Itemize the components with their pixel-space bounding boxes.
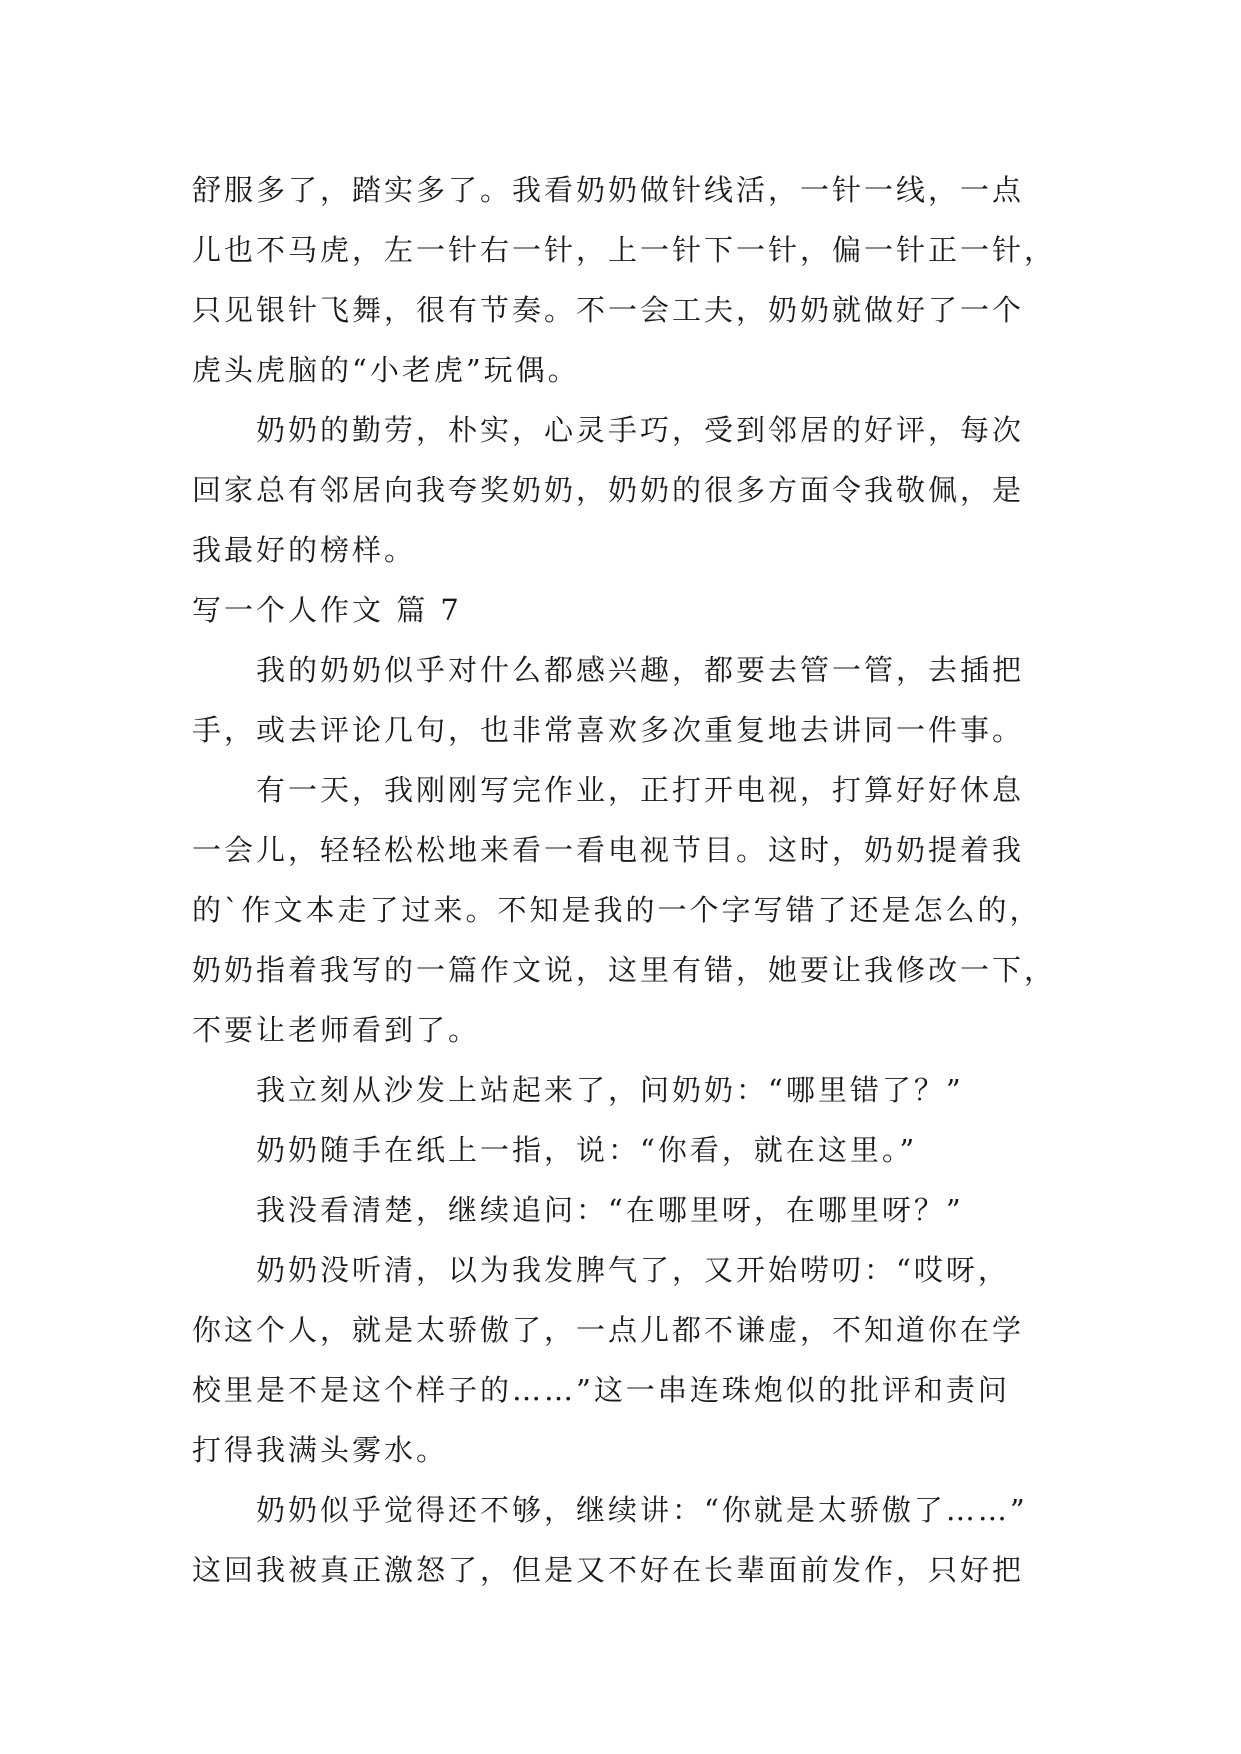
text-line: 你这个人，就是太骄傲了，一点儿都不谦虚，不知道你在学 [192, 1313, 1025, 1347]
text-line: 儿也不马虎，左一针右一针，上一针下一针，偏一针正一针， [192, 233, 1057, 267]
text-line: 手，或去评论几句，也非常喜欢多次重复地去讲同一件事。 [192, 713, 1025, 747]
text-line: 我最好的榜样。 [192, 533, 417, 567]
text-line: 虎头虎脑的“小老虎”玩偶。 [192, 353, 580, 387]
paragraph-first-line: 我没看清楚，继续追问：“在哪里呀，在哪里呀？” [256, 1193, 964, 1227]
paragraph-first-line: 有一天，我刚刚写完作业，正打开电视，打算好好休息 [256, 773, 1025, 807]
paragraph-first-line: 奶奶的勤劳，朴实，心灵手巧，受到邻居的好评，每次 [256, 413, 1025, 447]
document-body [192, 160, 1057, 1600]
paragraph-first-line: 奶奶没听清，以为我发脾气了，又开始唠叨：“哎呀， [256, 1253, 1010, 1287]
paragraph-first-line: 我的奶奶似乎对什么都感兴趣，都要去管一管，去插把 [256, 653, 1025, 687]
text-line: 不要让老师看到了。 [192, 1013, 481, 1047]
section-heading: 写一个人作文 篇 7 [192, 593, 462, 627]
text-line: 回家总有邻居向我夸奖奶奶，奶奶的很多方面令我敬佩，是 [192, 473, 1025, 507]
text-line: 奶奶指着我写的一篇作文说，这里有错，她要让我修改一下， [192, 953, 1057, 987]
text-line: 校里是不是这个样子的……”这一串连珠炮似的批评和责问 [192, 1373, 1010, 1407]
text-line: 这回我被真正激怒了，但是又不好在长辈面前发作，只好把 [192, 1553, 1025, 1587]
text-line: 舒服多了，踏实多了。我看奶奶做针线活，一针一线，一点 [192, 173, 1025, 207]
text-line: 的`作文本走了过来。不知是我的一个字写错了还是怎么的， [192, 893, 1042, 927]
text-line: 一会儿，轻轻松松地来看一看电视节目。这时，奶奶提着我 [192, 833, 1025, 867]
text-line: 只见银针飞舞，很有节奏。不一会工夫，奶奶就做好了一个 [192, 293, 1025, 327]
text-line: 打得我满头雾水。 [192, 1433, 449, 1467]
paragraph-first-line: 我立刻从沙发上站起来了，问奶奶：“哪里错了？” [256, 1073, 964, 1107]
paragraph-first-line: 奶奶似乎觉得还不够，继续讲：“你就是太骄傲了……” [256, 1493, 1028, 1527]
paragraph-first-line: 奶奶随手在纸上一指，说：“你看，就在这里。” [256, 1133, 918, 1167]
